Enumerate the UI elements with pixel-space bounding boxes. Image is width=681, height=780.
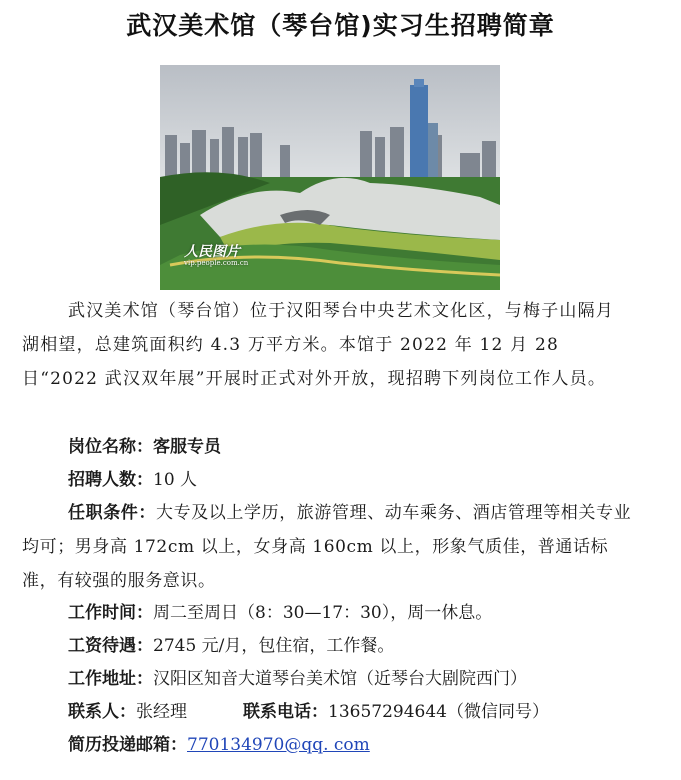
position-label: 岗位名称： <box>68 437 153 457</box>
address-value: 汉阳区知音大道琴台美术馆（近琴台大剧院西门） <box>153 669 527 689</box>
email-label: 简历投递邮箱： <box>68 735 187 755</box>
count-row <box>68 463 197 497</box>
count-value: 10 人 <box>153 470 198 490</box>
museum-photo <box>160 65 500 290</box>
pay-row <box>68 629 394 663</box>
requirements-value: 大专及以上学历，旅游管理、动车乘务、酒店管理等相关专业均可；男身高 172cm 以上，女身高 160cm 以上，形象气质佳，普通话标准，有较强的服务意识。 <box>22 503 632 591</box>
pay-label: 工资待遇： <box>68 636 153 656</box>
position-value: 客服专员 <box>153 437 221 457</box>
email-row <box>68 728 370 762</box>
page-title: 武汉美术馆（琴台馆)实习生招聘简章 <box>126 11 555 40</box>
intro-paragraph: 武汉美术馆（琴台馆）位于汉阳琴台中央艺术文化区，与梅子山隔月湖相望，总建筑面积约 4.3 万平方米。本馆于 2022 年 12 月 28 日“2022 武汉双年展”开展时正式对外开放，现招聘下列岗位工作人员。 <box>22 301 614 389</box>
address-label: 工作地址： <box>68 669 153 689</box>
count-label: 招聘人数： <box>68 470 153 490</box>
watermark: 人民图片 vip.people.com.cn <box>184 244 249 267</box>
requirements-row <box>22 496 632 598</box>
contact-row <box>68 695 549 729</box>
requirements-label: 任职条件： <box>68 503 156 523</box>
position-row <box>68 430 221 464</box>
pay-value: 2745 元/月，包住宿，工作餐。 <box>153 636 395 656</box>
phone-value: 13657294644（微信同号） <box>328 702 549 722</box>
contact-label: 联系人： <box>68 702 136 722</box>
time-row <box>68 596 492 630</box>
contact-value: 张经理 <box>136 702 187 722</box>
phone-label: 联系电话： <box>243 702 328 722</box>
time-label: 工作时间： <box>68 603 153 623</box>
time-value: 周二至周日（8：30—17：30），周一休息。 <box>153 603 493 623</box>
address-row <box>68 662 527 696</box>
email-link[interactable]: 770134970@qq. com <box>187 735 370 755</box>
